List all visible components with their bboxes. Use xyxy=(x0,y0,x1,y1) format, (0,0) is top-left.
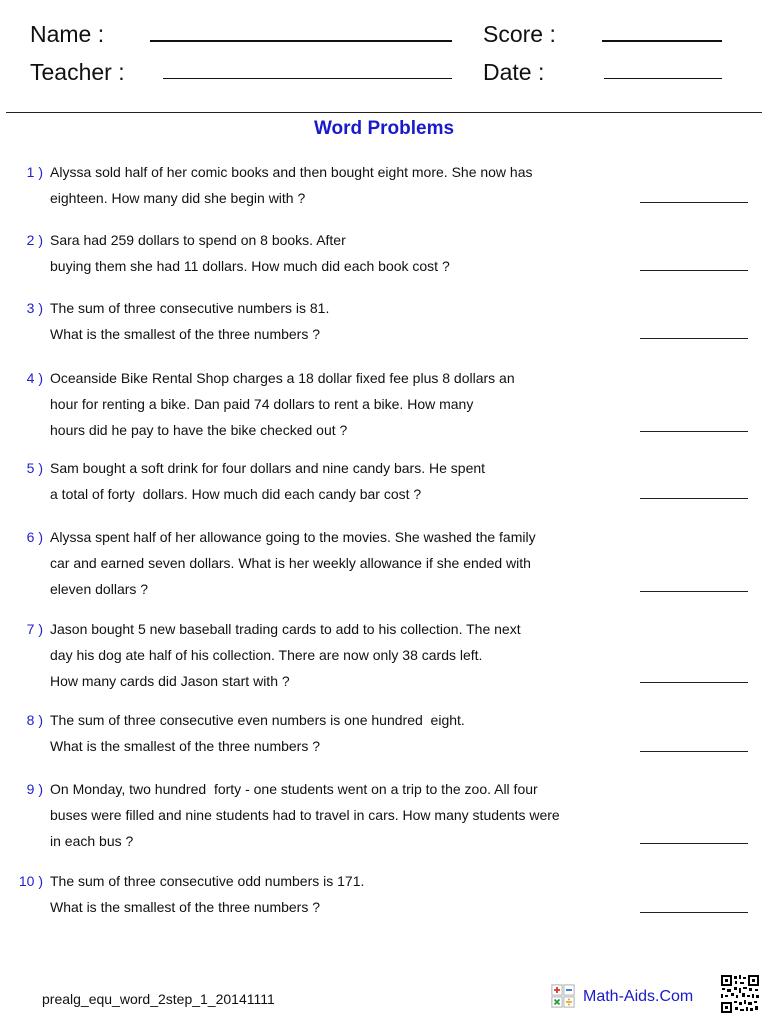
problem-text xyxy=(50,159,610,211)
problem-text xyxy=(50,295,610,347)
problem-number: 9 ) xyxy=(26,781,43,797)
problem-line: car and earned seven dollars. What is her weekly allowance if she ended with xyxy=(50,555,531,571)
worksheet-code: prealg_equ_word_2step_1_20141111 xyxy=(42,991,275,1007)
answer-line[interactable] xyxy=(640,912,748,913)
problem-number: 8 ) xyxy=(26,712,43,728)
problem-number: 2 ) xyxy=(26,232,43,248)
problem-number: 4 ) xyxy=(26,370,43,386)
answer-line[interactable] xyxy=(640,751,748,752)
problem-line: eleven dollars ? xyxy=(50,581,149,597)
calculator-icon xyxy=(551,984,575,1008)
problem-text xyxy=(50,455,610,507)
problem-text xyxy=(50,776,610,854)
header-divider xyxy=(6,112,762,113)
problem-line: What is the smallest of the three numbers ? xyxy=(50,326,321,342)
problem-text xyxy=(50,868,610,920)
problem-line: Jason bought 5 new baseball trading cards to add to his collection. The next xyxy=(50,621,521,637)
problem-line: eighteen. How many did she begin with ? xyxy=(50,190,306,206)
date-field-line[interactable] xyxy=(604,78,722,79)
answer-line[interactable] xyxy=(640,682,748,683)
date-label: Date : xyxy=(483,59,545,85)
problem-line: hour for renting a bike. Dan paid 74 dollars to rent a bike. How many xyxy=(50,396,474,412)
problem-line: buying them she had 11 dollars. How much did each book cost ? xyxy=(50,258,450,274)
teacher-field-line[interactable] xyxy=(163,78,452,79)
problem-number: 5 ) xyxy=(26,460,43,476)
problem-line: Sara had 259 dollars to spend on 8 books. After xyxy=(50,232,346,248)
answer-line[interactable] xyxy=(640,270,748,271)
problem-line: hours did he pay to have the bike checked out ? xyxy=(50,422,348,438)
answer-line[interactable] xyxy=(640,498,748,499)
problem-line: What is the smallest of the three numbers ? xyxy=(50,899,321,915)
worksheet-title: Word Problems xyxy=(313,118,455,139)
problem-text xyxy=(50,616,610,694)
answer-line[interactable] xyxy=(640,338,748,339)
qr-code-icon xyxy=(720,974,760,1014)
problem-line: in each bus ? xyxy=(50,833,134,849)
score-label: Score : xyxy=(483,21,556,47)
answer-line[interactable] xyxy=(640,202,748,203)
problem-number: 1 ) xyxy=(26,164,43,180)
problem-text xyxy=(50,707,610,759)
problem-number: 10 ) xyxy=(18,873,43,889)
problem-line: The sum of three consecutive numbers is 81. xyxy=(50,300,330,316)
problem-line: a total of forty dollars. How much did each candy bar cost ? xyxy=(50,486,422,502)
problem-text xyxy=(50,365,610,443)
problem-text xyxy=(50,524,610,602)
problem-line: On Monday, two hundred forty - one students went on a trip to the zoo. All four xyxy=(50,781,538,797)
problem-line: The sum of three consecutive odd numbers is 171. xyxy=(50,873,365,889)
name-field-line[interactable] xyxy=(150,40,452,42)
name-label: Name : xyxy=(30,21,105,47)
problem-number: 6 ) xyxy=(26,529,43,545)
problem-number: 7 ) xyxy=(26,621,43,637)
problem-line: Alyssa spent half of her allowance going to the movies. She washed the family xyxy=(50,529,536,545)
problem-line: The sum of three consecutive even numbers is one hundred eight. xyxy=(50,712,465,728)
problem-line: day his dog ate half of his collection. There are now only 38 cards left. xyxy=(50,647,483,663)
problem-line: Alyssa sold half of her comic books and then bought eight more. She now has xyxy=(50,164,533,180)
problem-line: buses were filled and nine students had to travel in cars. How many students were xyxy=(50,807,560,823)
problem-line: Oceanside Bike Rental Shop charges a 18 dollar fixed fee plus 8 dollars an xyxy=(50,370,515,386)
answer-line[interactable] xyxy=(640,843,748,844)
problem-line: Sam bought a soft drink for four dollars and nine candy bars. He spent xyxy=(50,460,486,476)
score-field-line[interactable] xyxy=(602,40,722,42)
answer-line[interactable] xyxy=(640,591,748,592)
problem-line: How many cards did Jason start with ? xyxy=(50,673,290,689)
problem-number: 3 ) xyxy=(26,300,43,316)
problem-line: What is the smallest of the three numbers ? xyxy=(50,738,321,754)
problem-text xyxy=(50,227,610,279)
brand-link[interactable]: Math-Aids.Com xyxy=(583,988,694,1005)
answer-line[interactable] xyxy=(640,431,748,432)
teacher-label: Teacher : xyxy=(30,59,125,85)
